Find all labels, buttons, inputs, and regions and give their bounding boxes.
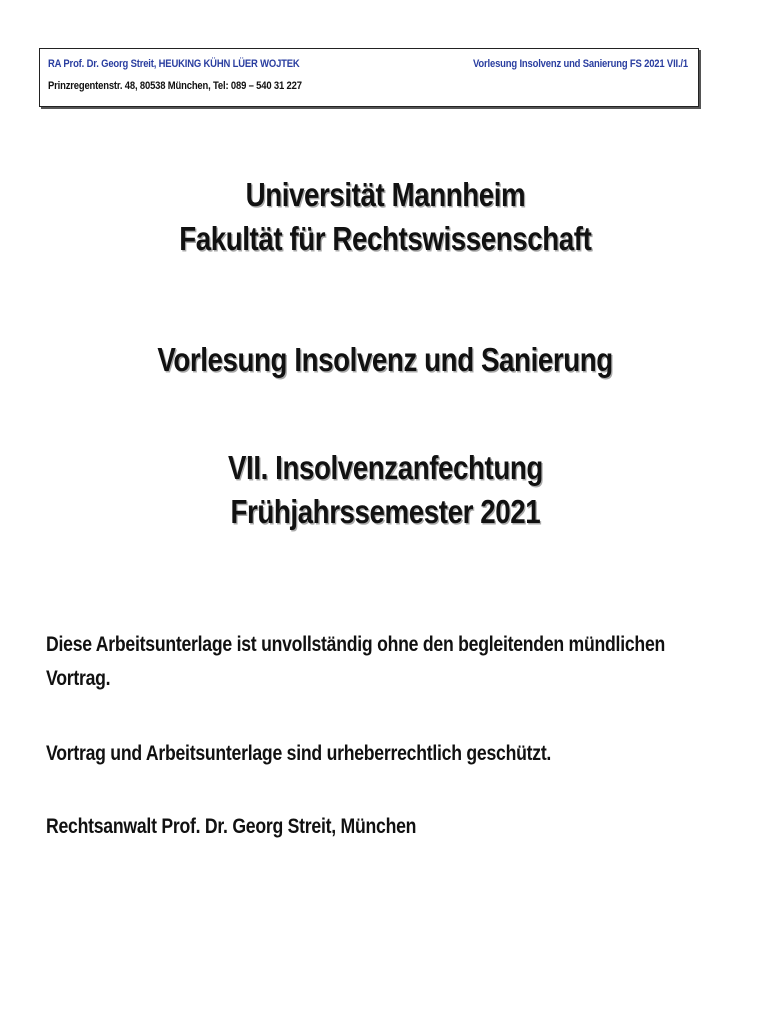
header-address: Prinzregentenstr. 48, 80538 München, Tel: 089 – 540 31 227 (48, 80, 302, 92)
signature (46, 810, 746, 844)
semester-name: Frühjahrssemester 2021 (230, 493, 540, 530)
title-lecture (0, 338, 770, 382)
incomplete-notice (46, 628, 746, 696)
lecture-name: Vorlesung Insolvenz und Sanierung (157, 341, 613, 378)
signature-text: Rechtsanwalt Prof. Dr. Georg Streit, München (46, 815, 417, 838)
incomplete-notice-line-1: Diese Arbeitsunterlage ist unvollständig ohne den begleitenden mündlichen (46, 633, 666, 656)
title-chapter (0, 446, 770, 534)
incomplete-notice-line-2: Vortrag. (46, 667, 111, 690)
header-lecture-ref: Vorlesung Insolvenz und Sanierung FS 2021 VII./1 (473, 58, 688, 70)
university-name: Universität Mannheim (245, 176, 525, 213)
copyright-text: Vortrag und Arbeitsunterlage sind urheberrechtlich geschützt. (46, 742, 552, 765)
chapter-name: VII. Insolvenzanfechtung (227, 449, 543, 486)
header-box (39, 48, 699, 107)
faculty-name: Fakultät für Rechtswissenschaft (178, 220, 592, 257)
copyright-notice (46, 737, 746, 771)
header-author-firm: RA Prof. Dr. Georg Streit, HEUKING KÜHN LÜER WOJTEK (48, 58, 300, 70)
title-institution (0, 173, 770, 261)
